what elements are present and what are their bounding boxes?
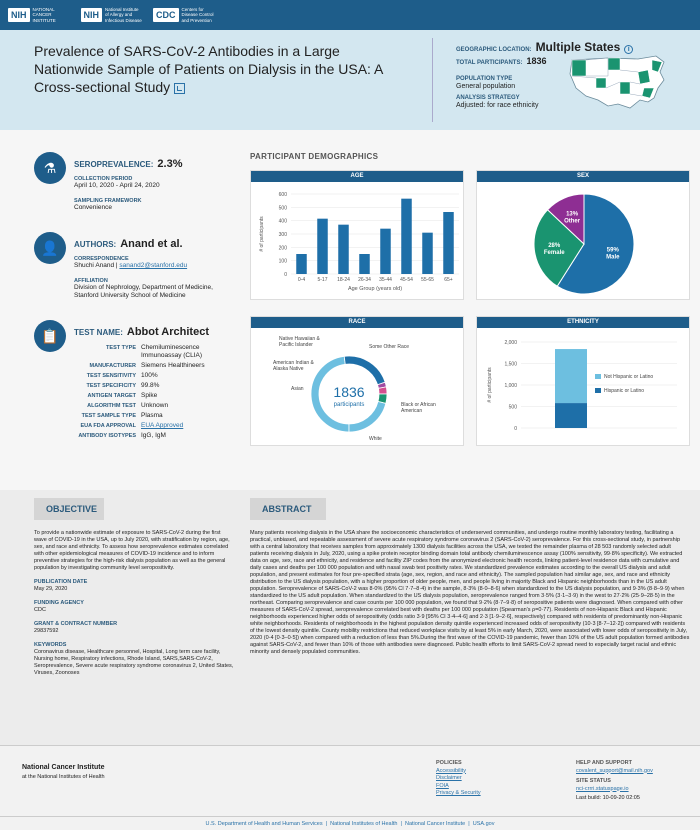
test-field-value: 99.8% (141, 382, 160, 389)
info-icon[interactable]: i (624, 45, 633, 54)
test-field-label: ANTIGEN TARGET (87, 393, 136, 399)
sex-card-title: SEX (477, 171, 689, 182)
test-field-label: TEST TYPE (106, 345, 136, 351)
slice-value-label: 13% (566, 211, 579, 218)
bar (359, 254, 370, 274)
y-tick-label: 500 (278, 205, 287, 212)
slice-label: Black or African American (401, 402, 436, 414)
bar (401, 199, 412, 274)
status-label: SITE STATUS (576, 778, 611, 784)
sero-value: 2.3% (157, 158, 183, 170)
divider (432, 38, 433, 122)
strategy-value: Adjusted: for race ethnicity (456, 102, 539, 109)
study-details (0, 130, 700, 490)
test-field-value: Unknown (141, 402, 169, 409)
footer-link-usa[interactable]: USA.gov (472, 821, 495, 827)
test-details (74, 344, 234, 440)
us-map-icon (568, 52, 668, 114)
keywords-label: KEYWORDS (34, 642, 67, 648)
total-label: TOTAL PARTICIPANTS: (456, 60, 523, 66)
authors-value: Anand et al. (120, 238, 183, 250)
objective-panel (34, 530, 234, 677)
cdc-logo[interactable]: CDC Centers for Disease Control and Prevention (153, 7, 220, 24)
y-tick-label: 0 (284, 272, 287, 278)
sex-chart (477, 182, 691, 300)
slice-label: Asian (291, 386, 304, 392)
aff-label: AFFILIATION (74, 278, 108, 284)
bar (422, 233, 433, 274)
legend-swatch (595, 388, 601, 393)
framework-label: SAMPLING FRAMEWORK (74, 198, 142, 204)
keywords-value: Coronavirus disease, Healthcare personnel, Hospital, Long term care facility, Nursing home, Respiratory infections, Rhode Island, SARS,SARS-CoV-2, Seroprevalence, Severe acute respiratory syndrome coronavirus 2, United States, Viruses, Zoonoses (34, 649, 234, 676)
bar (317, 219, 328, 274)
person-icon: 👤 (34, 232, 66, 264)
test-label: TEST NAME: (74, 328, 123, 337)
legend-label: Not Hispanic or Latino (604, 374, 654, 380)
y-axis-label: # of participants (487, 367, 493, 403)
policy-link-accessibility[interactable]: Accessibility (436, 767, 466, 774)
y-tick-label: 500 (508, 404, 517, 411)
race-chart (251, 328, 465, 446)
test-field-label: TEST SPECIFICITY (86, 383, 136, 389)
abstract-text: Many patients receiving dialysis in the USA share the socioeconomic characteristics of underserved communities, and undergo routine monthly laboratory testing, facilitating a practical, unbiased, and repeatable assessment of severe acute respiratory syndrome coronavirus 2 (SARS-CoV-2) seroprevalence. For this cross-sectional study, in partnership with a central laboratory that receives samples from approximately 1300 dialysis facilities across the USA, we tested the remainder plasma of 28 503 randomly selected adult patients receiving dialysis in July, 2020, using a spike protein receptor binding domain total antibody chemiluminescence assay (100% sensitivity, 99·8% specificity). We extracted data on age, sex, race and ethnicity, and residence and facility ZIP codes from the anonymized electronic health records, linking patient-level residence data with cumulative and daily cases and deaths per 100 000 population and with nasal swab test positivity rates. We standardized prevalence estimates according to the overall US dialysis and adult population, and present estimates for four pre-specified strata (age, sex, region, and race and ethnicity). The sampled population had similar age, sex, and race and ethnicity distribution to the US dialysis population, with a higher proportion of older people, men, and people living in majority Black and Hispanic neighborhoods than in the US adult population. Seroprevalence of SARS-CoV-2 was 8·0% (95% CI 7·7–8·4) in the sample, 8·3% (8·0–8·6) when standardized to the US dialysis population, and 9·3% (8·8–9·9) when standardized to the US adult population. When standardized to the US dialysis population, seroprevalence ranged from 3·5% (3·1–3·9) in the west to 27·2% (25·9–28·5) in the northeast. Comparing seroprevalence and case counts per 100 000 population, we found that 9·2% (8·7–9·8) of seropositive patients were diagnosed. When compared with other measures of SARS-CoV-2 spread, seroprevalence correlated best with deaths per 100 000 population (Spearman's ρ=0·77). Residents of non-Hispanic Black and Hispanic neighborhoods experienced higher odds of seropositivity (odds ratio 3·9 [95% CI 3·4–4·6] and 2·3 [1·9–2·6], respectively) compared with residents of predominantly non-Hispanic white neighborhoods. Residents of neighborhoods in the highest population density quintile experienced increased odds of seropositivity (10·3 [8·7–12·2]) compared with residents of the lowest density quintile. County mobility restrictions that reduced workplace visits by at least 5% in early March, 2020, were associated with lower odds of seropositivity in July, 2020 (0·4 [0·3–0·5]) when compared with a reduction of less than 5%.During the first wave of the COVID-19 pandemic, fewer than 10% of the US adult population formed antibodies against SARS-CoV-2, and fewer than 10% of those with antibodies were diagnosed. Public health efforts to limit SARS-CoV-2 spread need to especially target racial and ethnic minority and densely populated communities. (250, 530, 690, 655)
sero-label: SEROPREVALENCE: (74, 160, 154, 169)
sex-card (476, 170, 690, 300)
race-card-title: RACE (251, 317, 463, 328)
fund-value: CDC (34, 607, 46, 613)
bar (443, 212, 454, 274)
niaid-logo[interactable]: NIH National Institute of Allergy and Infectious Disease (81, 7, 144, 24)
aff-value: Division of Nephrology, Department of Medicine, Stanford University School of Medicine (74, 284, 213, 299)
footer-link-hhs[interactable]: U.S. Department of Health and Human Services (205, 821, 323, 827)
slice-label: Native Hawaiian & Pacific Islander (279, 336, 320, 348)
x-tick-label: 18-24 (337, 277, 350, 283)
slice-value-label: 59% (606, 247, 619, 254)
top-bar (0, 0, 700, 30)
test-value: Abbot Architect (126, 326, 209, 338)
donut-slice (344, 356, 385, 385)
age-chart (251, 182, 465, 300)
x-tick-label: 26-34 (358, 277, 371, 283)
strategy-label: ANALYSIS STRATEGY (456, 95, 520, 101)
test-field-value: IgG, IgM (141, 432, 166, 439)
framework-value: Convenience (74, 204, 112, 211)
stacked-bar-segment (555, 349, 587, 403)
y-tick-label: 600 (278, 192, 287, 198)
slice-name-label: Other (564, 218, 581, 225)
objective-tab[interactable]: OBJECTIVE (34, 498, 104, 520)
y-tick-label: 1,500 (504, 361, 517, 368)
legend-swatch (595, 374, 601, 379)
geo-label: GEOGRAPHIC LOCATION: (456, 47, 532, 53)
slice-name-label: Female (543, 249, 565, 256)
donut-slice (378, 387, 387, 394)
build-info: Last build: 10-09-20 02:05 (576, 795, 640, 801)
policies-label: POLICIES (436, 760, 462, 766)
x-tick-label: 45-54 (400, 277, 413, 283)
test-field-label: ALGORITHM TEST (87, 403, 136, 409)
grant-label: GRANT & CONTRACT NUMBER (34, 621, 118, 627)
slice-value-label: 28% (548, 242, 561, 249)
policy-link-privacy[interactable]: Privacy & Security (436, 790, 481, 796)
age-card (250, 170, 464, 300)
objective-text: To provide a nationwide estimate of exposure to SARS-CoV-2 during the first wave of COVID-19 in the USA, up to July 2020, with stratification by region, age, sex, and race and ethnicity. To assess how seroprevalence estimates correlated with other epidemiological measures of COVID-19 incidence and to inform preventive strategies for the high-risk dialysis population as well as the general population by investigating community level seropositivity. (34, 530, 230, 571)
legend-label: Hispanic or Latino (604, 388, 645, 394)
test-field-value: Siemens Healthineers (141, 362, 205, 369)
authors-section (34, 232, 234, 300)
y-tick-label: 200 (278, 245, 287, 252)
demographics-title: PARTICIPANT DEMOGRAPHICS (250, 152, 379, 161)
bar (338, 225, 349, 274)
test-field-value: Chemiluminescence Immunoassay (CLIA) (141, 344, 203, 359)
ethnicity-card-title: ETHNICITY (477, 317, 689, 328)
slice-label: American Indian & Alaska Native (273, 360, 314, 372)
test-field-value[interactable]: EUA Approved (141, 422, 184, 429)
status-link[interactable]: nci-crrri.statuspage.io (576, 785, 629, 792)
test-field-label: MANUFACTURER (89, 363, 136, 369)
test-field-value: Spike (141, 392, 158, 399)
x-tick-label: 0-4 (297, 277, 306, 283)
clipboard-icon: 📋 (34, 320, 66, 352)
bar (380, 229, 391, 274)
corr-label: CORRESPONDENCE (74, 256, 129, 262)
center-label: participants (333, 402, 365, 408)
pop-label: POPULATION TYPE (456, 76, 513, 82)
help-email-link[interactable]: covalent_support@mail.nih.gov (576, 767, 653, 774)
ethnicity-chart (477, 328, 691, 446)
x-axis-label: Age Group (years old) (347, 286, 403, 292)
total-value: 1836 (526, 56, 547, 66)
x-tick-label: 5-17 (317, 277, 328, 283)
center-value: 1836 (333, 384, 365, 400)
footer-links: U.S. Department of Health and Human Services | National Institutes of Health | National Cancer Institute | USA.gov (0, 816, 700, 830)
age-card-title: AGE (251, 171, 463, 182)
test-field-label: TEST SAMPLE TYPE (81, 413, 136, 419)
footer-link-nci[interactable]: National Cancer Institute (404, 821, 466, 827)
footer (0, 745, 700, 830)
policies-column (436, 760, 481, 798)
ethnicity-card (476, 316, 690, 446)
slice-label: White (369, 436, 382, 442)
study-header (0, 30, 700, 130)
help-column (576, 760, 653, 803)
pub-label: PUBLICATION DATE (34, 579, 88, 585)
y-tick-label: 400 (278, 218, 287, 225)
y-tick-label: 0 (514, 426, 517, 432)
bar (296, 254, 307, 274)
help-label: HELP AND SUPPORT (576, 760, 632, 766)
authors-label: AUTHORS: (74, 240, 117, 249)
policy-link-disclaimer[interactable]: Disclaimer (436, 775, 462, 781)
test-field-label: EUA FDA APPROVAL (80, 423, 136, 429)
period-label: COLLECTION PERIOD (74, 176, 133, 182)
y-tick-label: 100 (278, 258, 287, 265)
abstract-tab[interactable]: ABSTRACT (250, 498, 326, 520)
test-field-label: TEST SENSITIVITY (86, 373, 136, 379)
y-tick-label: 2,000 (504, 340, 517, 346)
x-tick-label: 55-65 (421, 277, 434, 283)
pop-value: General population (456, 83, 516, 90)
race-card (250, 316, 464, 446)
test-field-label: ANTIBODY ISOTYPES (78, 433, 136, 439)
slice-name-label: Male (606, 254, 620, 261)
y-axis-label: # of participants (259, 216, 265, 252)
corr-name: Shuchi Anand | (74, 262, 120, 269)
x-tick-label: 65+ (444, 277, 453, 283)
footer-org: National Cancer Institute (22, 764, 105, 771)
geo-value: Multiple States (535, 40, 621, 54)
pub-value: May 29, 2020 (34, 586, 68, 592)
policy-link-foia[interactable]: FOIA (436, 782, 449, 789)
study-title: Prevalence of SARS-CoV-2 Antibodies in a Large Nationwide Sample of Patients on Dialysis in the USA: A Cross-sectional Study (34, 43, 383, 95)
period-value: April 10, 2020 - April 24, 2020 (74, 182, 160, 189)
nci-logo[interactable]: NIH NATIONAL CANCER INSTITUTE (8, 7, 71, 24)
test-section (34, 320, 234, 440)
slice-label: Some Other Race (369, 344, 410, 350)
grant-value: 29837592 (34, 628, 59, 634)
seroprevalence-section (34, 152, 234, 212)
footer-link-nih[interactable]: National Institutes of Health (330, 821, 398, 827)
corr-email-link[interactable]: sanand2@stanford.edu (119, 262, 188, 269)
y-tick-label: 300 (278, 232, 287, 238)
footer-org-sub: at the National Institutes of Health (22, 774, 105, 780)
test-field-value: Plasma (141, 412, 163, 419)
y-tick-label: 1,000 (504, 383, 517, 389)
test-field-value: 100% (141, 372, 158, 379)
external-link-icon[interactable] (174, 83, 185, 94)
fund-label: FUNDING AGENCY (34, 600, 84, 606)
flask-icon: ⚗ (34, 152, 66, 184)
stacked-bar-segment (555, 403, 587, 428)
x-tick-label: 35-44 (379, 277, 392, 283)
summary-section (0, 490, 700, 745)
